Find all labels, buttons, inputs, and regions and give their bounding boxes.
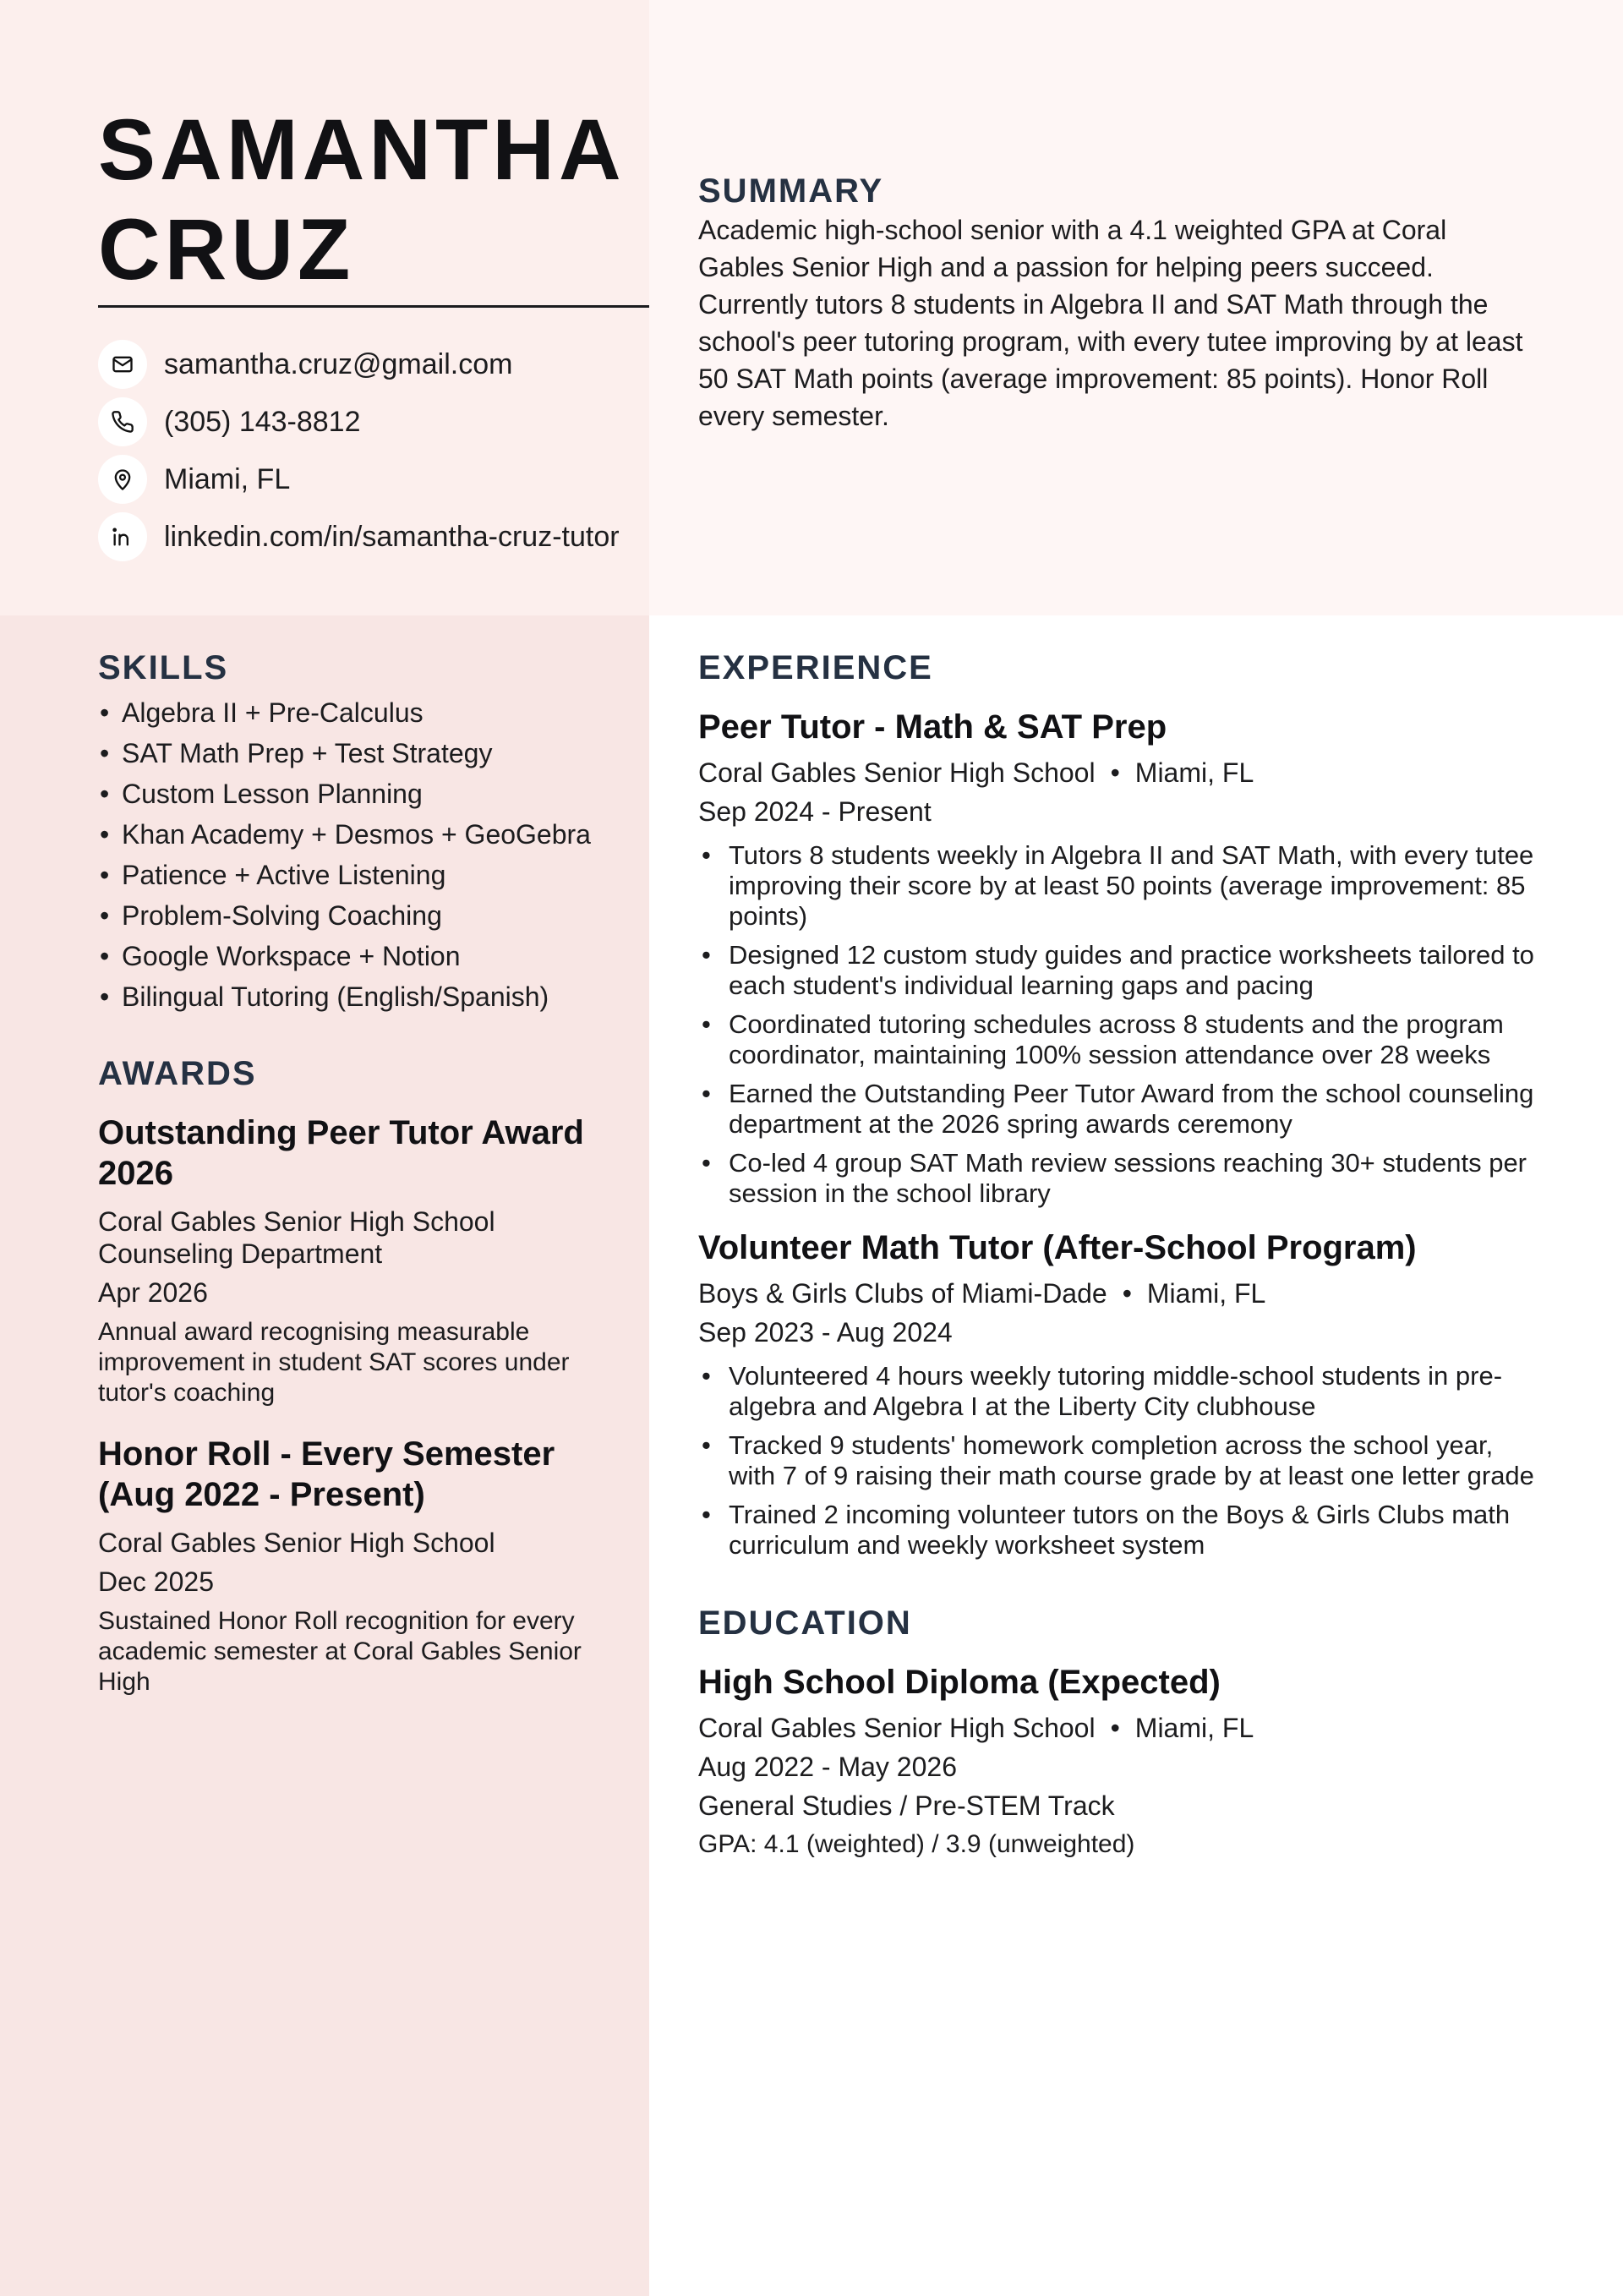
skill-item: • Algebra II + Pre-Calculus (98, 697, 597, 729)
education-track: General Studies / Pre-STEM Track (698, 1790, 1115, 1821)
location-text: Miami, FL (164, 463, 291, 495)
skills-heading: SKILLS (98, 649, 229, 686)
contact-phone[interactable] (98, 397, 649, 446)
sidebar (98, 648, 597, 1723)
award-title: Outstanding Peer Tutor Award 2026 (98, 1114, 584, 1192)
award-description: Annual award recognising measurable improvement in student SAT scores under tutor's coaching (98, 1318, 570, 1407)
job-organization: Coral Gables Senior High School (698, 757, 1096, 788)
job-dates: Sep 2023 - Aug 2024 (698, 1317, 953, 1348)
job-bullet: • Tutors 8 students weekly in Algebra II and SAT Math, with every tutee improving their score by at least 50 points (average improvement: 85 points) (698, 840, 1544, 932)
job-dates: Sep 2024 - Present (698, 796, 932, 827)
job-title: Peer Tutor - Math & SAT Prep (698, 708, 1167, 746)
skill-item: • Bilingual Tutoring (English/Spanish) (98, 981, 597, 1013)
job-title: Volunteer Math Tutor (After-School Program) (698, 1229, 1417, 1266)
job-location: Miami, FL (1146, 1278, 1266, 1309)
job-entry (698, 707, 1544, 1209)
job-bullet: • Volunteered 4 hours weekly tutoring middle-school students in pre-algebra and Algebra I at the Liberty City clubhouse (698, 1361, 1544, 1422)
award-organization: Coral Gables Senior High School Counseling Department (98, 1206, 495, 1269)
experience-section (698, 648, 1544, 1561)
job-meta (698, 756, 1544, 790)
education-meta (698, 1711, 1544, 1745)
school-name: Coral Gables Senior High School (698, 1713, 1096, 1743)
job-bullet: • Tracked 9 students' homework completion across the school year, with 7 of 9 raising their math course grade by at least one letter grade (698, 1430, 1544, 1491)
education-gpa: GPA: 4.1 (weighted) / 3.9 (unweighted) (698, 1830, 1135, 1858)
awards-heading: AWARDS (98, 1055, 257, 1092)
skill-item: • Custom Lesson Planning (98, 778, 597, 810)
mail-icon (98, 340, 147, 389)
job-bullet: • Designed 12 custom study guides and practice worksheets tailored to each student's individual learning gaps and pacing (698, 940, 1544, 1001)
award-date: Dec 2025 (98, 1566, 214, 1597)
award-item (98, 1434, 597, 1697)
contact-linkedin[interactable] (98, 512, 649, 561)
name-last: CRUZ (98, 201, 355, 298)
name-divider (98, 305, 649, 308)
education-entry (698, 1662, 1544, 1861)
job-bullets (698, 1361, 1544, 1561)
job-entry (698, 1227, 1544, 1561)
contact-list (98, 340, 649, 570)
education-dates: Aug 2022 - May 2026 (698, 1752, 957, 1782)
award-date: Apr 2026 (98, 1277, 208, 1308)
award-description: Sustained Honor Roll recognition for every academic semester at Coral Gables Senior High (98, 1607, 582, 1696)
job-location: Miami, FL (1134, 757, 1254, 788)
experience-heading: EXPERIENCE (698, 649, 933, 686)
degree-title: High School Diploma (Expected) (698, 1664, 1221, 1701)
school-location: Miami, FL (1134, 1713, 1254, 1743)
education-heading: EDUCATION (698, 1604, 912, 1642)
job-organization: Boys & Girls Clubs of Miami-Dade (698, 1278, 1107, 1309)
email-text: samantha.cruz@gmail.com (164, 348, 513, 380)
summary-text: Academic high-school senior with a 4.1 weighted GPA at Coral Gables Senior High and a passion for helping peers succeed. Currently tutors 8 students in Algebra II and SAT Math through the school's peer tutoring program, with every tutee improving by at least 50 SAT Math points (average improvement: 85 points). Honor Roll every semester. (698, 215, 1523, 431)
separator-dot: • (1110, 1713, 1120, 1743)
job-meta (698, 1276, 1544, 1310)
skill-item: • Khan Academy + Desmos + GeoGebra (98, 818, 597, 850)
main-column (698, 648, 1544, 1861)
separator-dot: • (1110, 757, 1120, 788)
summary-heading: SUMMARY (698, 172, 884, 210)
phone-icon (98, 397, 147, 446)
award-organization: Coral Gables Senior High School (98, 1528, 495, 1558)
location-pin-icon (98, 455, 147, 504)
skill-item: • Google Workspace + Notion (98, 940, 597, 972)
job-bullet: • Earned the Outstanding Peer Tutor Award from the school counseling department at the 2026 spring awards ceremony (698, 1079, 1544, 1140)
linkedin-icon (98, 512, 147, 561)
phone-text: (305) 143-8812 (164, 406, 361, 438)
separator-dot: • (1122, 1278, 1132, 1309)
job-bullet: • Co-led 4 group SAT Math review sessions reaching 30+ students per session in the school library (698, 1148, 1544, 1209)
award-title: Honor Roll - Every Semester (Aug 2022 - Present) (98, 1435, 555, 1513)
skills-list (98, 697, 597, 1013)
candidate-name (98, 100, 626, 299)
awards-section (98, 1053, 597, 1697)
summary-section (698, 171, 1535, 435)
skill-item: • Problem-Solving Coaching (98, 899, 597, 932)
job-bullet: • Coordinated tutoring schedules across 8 students and the program coordinator, maintaining 100% session attendance over 28 weeks (698, 1009, 1544, 1070)
skill-item: • Patience + Active Listening (98, 859, 597, 891)
education-section (698, 1603, 1544, 1861)
contact-location (98, 455, 649, 504)
award-item (98, 1112, 597, 1408)
job-bullets (698, 840, 1544, 1209)
job-bullet: • Trained 2 incoming volunteer tutors on the Boys & Girls Clubs math curriculum and weekly worksheet system (698, 1500, 1544, 1561)
linkedin-text: linkedin.com/in/samantha-cruz-tutor (164, 521, 620, 553)
name-first: SAMANTHA (98, 101, 626, 198)
skills-section (98, 648, 597, 1013)
contact-email[interactable] (98, 340, 649, 389)
skill-item: • SAT Math Prep + Test Strategy (98, 737, 597, 769)
